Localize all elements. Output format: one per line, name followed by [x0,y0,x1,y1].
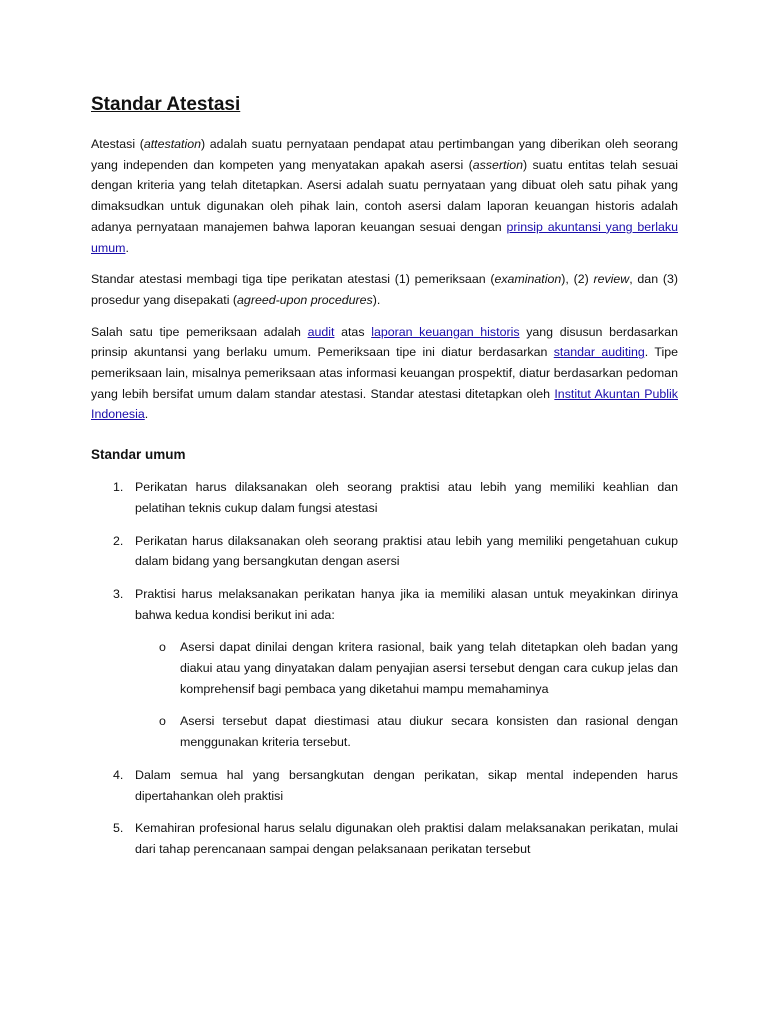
paragraph-audit [91,322,678,426]
link-standar-auditing[interactable]: standar auditing [553,345,645,360]
link-audit[interactable]: audit [307,324,335,339]
sub-list-item [135,637,678,699]
text: ) adalah suatu pernyataan pendapat atau pertimbangan yang diberikan oleh seorang yang independen dan kompeten yang menyatakan apakah asersi ( [91,137,678,172]
list-item [91,818,678,859]
text: atas [334,324,372,339]
section-heading: Standar umum [91,447,186,463]
bullet-circle-icon: o [159,714,166,729]
text: . [144,407,149,422]
text: . Tipe pemeriksaan lain, misalnya pemeriksaan atas informasi keuangan prospektif, diatur berdasarkan pedoman yang lebih bersifat umum dalam standar atestasi. Standar atestasi ditetapkan oleh [91,345,678,401]
italic-term: agreed-upon procedures [237,292,373,307]
list-text: Dalam semua hal yang bersangkutan dengan perikatan, sikap mental independen harus dipertahankan oleh praktisi [135,767,678,803]
link-laporan-keuangan-historis[interactable]: laporan keuangan historis [371,324,520,339]
italic-term: attestation [143,137,202,151]
text: , dan (3) prosedur yang disepakati ( [91,272,678,307]
text: Salah satu tipe pemeriksaan adalah [91,324,308,339]
list-item [91,584,678,753]
text: ), (2) [561,272,594,287]
paragraph-attestation-definition [91,134,678,258]
list-text: Kemahiran profesional harus selalu digunakan oleh praktisi dalam melaksanakan perikatan, mulai dari tahap perencanaan sampai dengan pelaksanaan perikatan tersebut [135,821,678,856]
text: ). [372,292,381,307]
general-standards-list [91,477,678,860]
italic-term: examination [494,272,562,287]
text: Atestasi ( [91,137,144,151]
list-item [91,765,678,806]
link-iapi[interactable]: Institut Akuntan Publik Indonesia [91,386,678,422]
sub-list-item [135,711,678,752]
list-number: 1. [113,480,124,495]
list-number: 3. [113,586,124,601]
list-text: Perikatan harus dilaksanakan oleh seorang praktisi atau lebih yang memiliki keahlian dan pelatihan teknis cukup dalam fungsi atestasi [135,480,678,515]
text: Standar atestasi membagi tiga tipe perikatan atestasi (1) pemeriksaan ( [91,272,495,287]
list-number: 2. [113,533,124,548]
sub-list [135,637,678,753]
text: ) suatu entitas telah sesuai dengan kriteria yang telah ditetapkan. Asersi adalah suatu pernyataan yang dibuat oleh satu pihak yang dimaksudkan untuk digunakan oleh pihak lain, contoh asersi dalam laporan keuangan historis adalah adanya pernyataan manajemen bahwa laporan keuangan sesuai dengan [91,157,678,234]
list-number: 4. [113,767,124,782]
list-number: 5. [113,821,124,836]
page-title: Standar Atestasi [91,94,241,115]
sub-list-text: Asersi dapat dinilai dengan kritera rasional, baik yang telah ditetapkan oleh badan yang diakui atau yang dinyatakan dalam penyajian asersi tersebut dengan cara cukup jelas dan komprehensif bagi pembaca yang diketahui mampu memahaminya [180,640,678,696]
list-text: Perikatan harus dilaksanakan oleh seorang praktisi atau lebih yang memiliki pengetahuan cukup dalam bidang yang bersangkutan dengan asersi [135,533,678,569]
paragraph-engagement-types [91,269,678,310]
bullet-circle-icon: o [159,640,166,655]
link-prinsip-akuntansi[interactable]: prinsip akuntansi yang berlaku umum [91,219,678,255]
text: . [125,240,129,255]
italic-term: review [593,272,630,287]
text: yang disusun berdasarkan prinsip akuntansi yang berlaku umum. Pemeriksaan tipe ini diatur berdasarkan [91,324,678,360]
list-item [91,477,678,518]
list-text: Praktisi harus melaksanakan perikatan hanya jika ia memiliki alasan untuk meyakinkan dirinya bahwa kedua kondisi berikut ini ada: [135,586,678,622]
document-page [91,92,678,872]
sub-list-text: Asersi tersebut dapat diestimasi atau diukur secara konsisten dan rasional dengan menggunakan kriteria tersebut. [180,714,678,750]
list-item [91,531,678,572]
italic-term: assertion [472,157,523,172]
